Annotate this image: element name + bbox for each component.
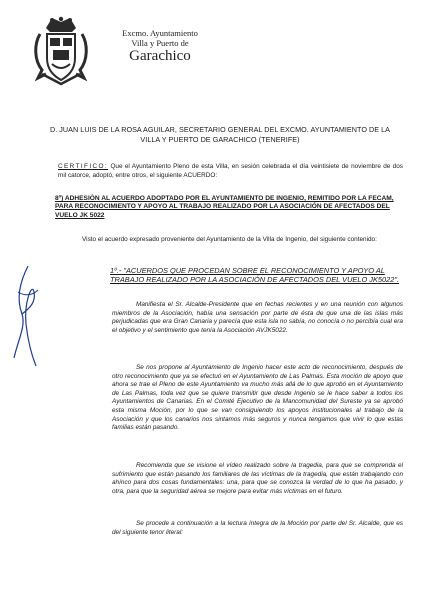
visto-paragraph: Visto el acuerdo expresado proveniente del Ayuntamiento de la Villa de Ingenio, del siguiente contenido: [82, 236, 377, 243]
municipality-line2: Villa y Puerto de [131, 38, 189, 48]
certifico-paragraph [58, 163, 403, 180]
paragraph-1: Manifiesta el Sr. Alcalde-Presidente que en fechas recientes y en una reunión con algunos miembros de la Asociación, había una sensación por parte de ésta de que una de las islas más perjudicadas que era Gran Canaria y parecía que esta isla no sabía, no conocía o no percibía cual era el objetivo y el sentimiento que tenía la Asociación AVJK5022. [112, 301, 403, 334]
certifico-lead: CERTIFICO: [58, 163, 109, 170]
paragraph-4: Se procede a continuación a la lectura íntegra de la Moción por parte del Sr. Alcalde, que es del siguiente tenor literal: [112, 520, 403, 536]
signature-icon [6, 262, 46, 372]
agreement-title: 8º) ADHESIÓN AL ACUERDO ADOPTADO POR EL AYUNTAMIENTO DE INGENIO, REMITIDO POR LA FECAM, PARA RECONOCIMIENTO Y APOYO AL TRABAJO REALIZADO POR LA ASOCIACIÓN DE AFECTADOS DEL VUELO JK 5022 [55, 195, 394, 219]
municipality-line3: Garachico [129, 48, 191, 64]
coat-of-arms-icon [32, 14, 90, 86]
paragraph-3: Recomienda que se visione el vídeo realizado sobre la tragedia, para que se comprenda el sufrimiento que están pasando los familiares de las víctimas de la tragedia, que están trabajando con ahínco para dos cosas fundamentales: una, para que se conozca la verdad de lo que ha pasado, y otra, para que la seguridad aérea se mejore para evitar más víctimas en el futuro. [112, 462, 403, 495]
quote-heading: 1º.- "ACUERDOS QUE PROCEDAN SOBRE EL RECONOCIMIENTO Y APOYO AL TRABAJO REALIZADO POR LA ASOCIACIÓN DE AFECTADOS DEL VUELO JK5022". [110, 266, 400, 285]
municipality-name [95, 28, 225, 65]
paragraph-2: Se nos propone al Ayuntamiento de Ingenio hacer este acto de reconocimiento, después de otro reconocimiento que ya se efectuó en el Ayuntamiento de Las Palmas. Esta moción de apoyo que ahora se trae el Pleno de este Ayuntamiento va mucho más allá de lo que aprobó en el Ayuntamiento de Las Palmas, toda vez que se quiere transmitir que desde Ingenio se le hace saber a todos los Ayuntamientos de Canarias. En el Comité Ejecutivo de la Mancomunidad del Sureste ya se aprobó esta misma Moción, por lo que se van consiguiendo los apoyos institucionales al trabajo de la Asociación y que los canarios nos sintamos más seguros y nunca tengamos que vivir lo que estas familias están pasando. [112, 364, 403, 432]
intro-heading: D. JUAN LUIS DE LA ROSA AGUILAR, SECRETARIO GENERAL DEL EXCMO. AYUNTAMIENTO DE LA VILLA Y PUERTO DE GARACHICO (TENERIFE) [49, 125, 391, 144]
certifico-text: Que el Ayuntamiento Pleno de esta Villa, en sesión celebrada el día veintisiete de noviembre de dos mil catorce, adoptó, entre otros, el siguiente ACUERDO: [58, 163, 403, 179]
municipality-line1: Excmo. Ayuntamiento [122, 28, 198, 38]
